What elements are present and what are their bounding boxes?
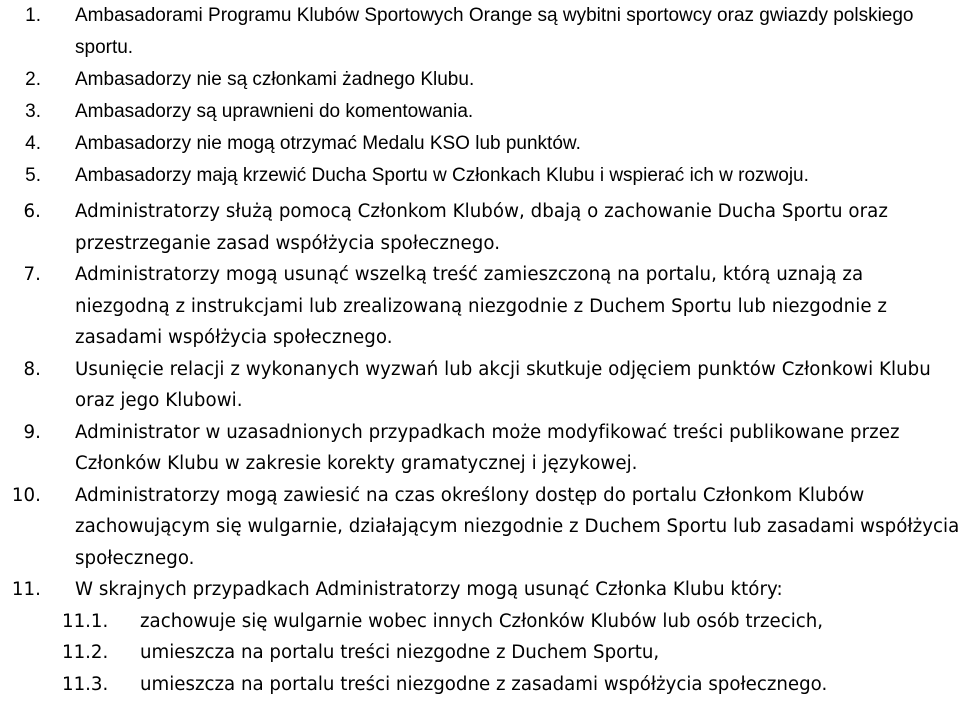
list-number: 2.	[25, 69, 41, 90]
list-number: 7.	[23, 264, 41, 285]
list-number: 3.	[25, 101, 41, 122]
list-item-4	[0, 128, 960, 160]
sub-item-number: 11.3.	[62, 673, 109, 695]
list-text: Administratorzy mogą zawiesić na czas określony dostęp do portalu Członkom Klubów zachowującym się wulgarnie, działającym niezgodnie z Duchem Sportu lub zasadami współżycia społecznego.	[75, 484, 960, 569]
sub-item-11-1	[0, 606, 960, 638]
sub-item-text: umieszcza na portalu treści niezgodne z Duchem Sportu,	[140, 642, 660, 663]
list-text: Administratorzy mogą usunąć wszelką treść zamieszczoną na portalu, którą uznają za niezgodną z instrukcjami lub zrealizowaną niezgodnie z Duchem Sportu lub niezgodnie z zasadami współżycia społecznego.	[75, 264, 887, 348]
list-text: W skrajnych przypadkach Administratorzy mogą usunąć Członka Klubu który:	[75, 579, 783, 600]
sub-item-11-2	[0, 637, 960, 669]
list-item-6	[0, 196, 960, 259]
list-text: Usunięcie relacji z wykonanych wyzwań lub akcji skutkuje odjęciem punktów Członkowi Klubu oraz jego Klubowi.	[75, 358, 931, 411]
list-number: 10.	[11, 484, 41, 506]
list-number: 9.	[23, 421, 41, 443]
list-item-3	[0, 96, 960, 128]
list-text: Ambasadorzy są uprawnieni do komentowania.	[75, 101, 474, 122]
list-text: Administratorzy służą pomocą Członkom Klubów, dbają o zachowanie Ducha Sportu oraz przestrzeganie zasad współżycia społecznego.	[75, 201, 888, 254]
list-text: Ambasadorzy nie są członkami żadnego Klubu.	[75, 69, 475, 90]
list-number: 1.	[25, 5, 41, 26]
list-number: 11.	[11, 579, 41, 600]
list-number: 6.	[23, 201, 41, 222]
list-text: Ambasadorzy nie mogą otrzymać Medalu KSO lub punktów.	[75, 133, 581, 154]
list-item-9	[0, 417, 960, 480]
sub-item-text: zachowuje się wulgarnie wobec innych Członków Klubów lub osób trzecich,	[140, 610, 824, 632]
list-number: 4.	[25, 133, 41, 154]
sub-item-number: 11.2.	[62, 642, 109, 663]
list-number: 5.	[25, 165, 41, 186]
list-item-10	[0, 480, 960, 575]
list-item-11	[0, 574, 960, 606]
sub-item-text: umieszcza na portalu treści niezgodne z zasadami współżycia społecznego.	[140, 673, 828, 695]
list-text: Administrator w uzasadnionych przypadkach może modyfikować treści publikowane przez Członków Klubu w zakresie korekty gramatycznej i językowej.	[75, 421, 900, 474]
list-text: Ambasadorami Programu Klubów Sportowych Orange są wybitni sportowcy oraz gwiazdy polskiego sportu.	[75, 5, 914, 58]
list-item-2	[0, 64, 960, 96]
list-text: Ambasadorzy mają krzewić Ducha Sportu w Członkach Klubu i wspierać ich w rozwoju.	[75, 165, 809, 186]
list-item-8	[0, 354, 960, 417]
list-number: 8.	[23, 358, 41, 380]
sub-item-11-3	[0, 669, 960, 701]
sub-item-number: 11.1.	[62, 610, 109, 632]
list-item-7	[0, 259, 960, 354]
list-item-1	[0, 0, 960, 64]
list-item-5	[0, 160, 960, 192]
